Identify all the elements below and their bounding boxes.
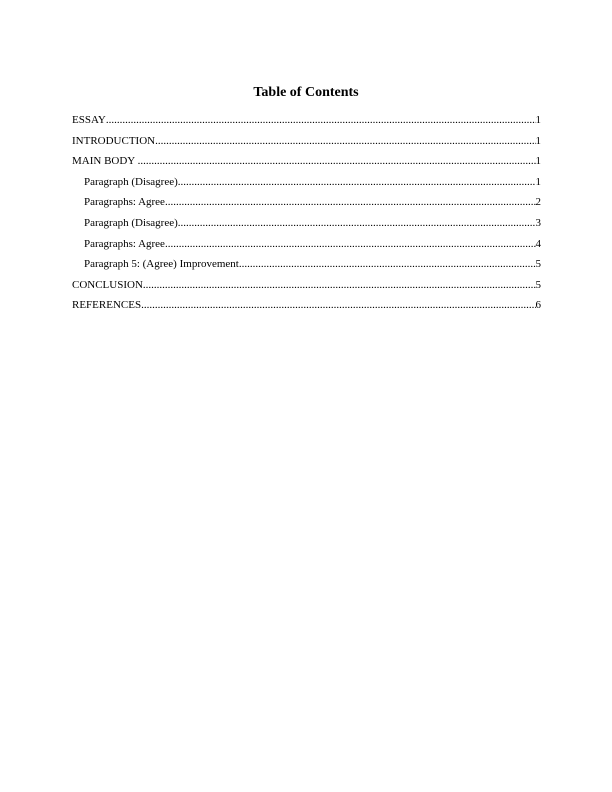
toc-entry-page-number: 4 (535, 237, 541, 250)
dot-leader (143, 279, 536, 292)
dot-leader (178, 176, 536, 189)
toc-entry-page-number: 5 (535, 258, 541, 271)
dot-leader (141, 299, 535, 312)
toc-entry-page-number: 1 (535, 134, 541, 147)
dot-leader (138, 155, 536, 168)
toc-entry-paragraph-disagree-2[interactable] (72, 217, 541, 238)
toc-entry-page-number: 1 (535, 155, 541, 168)
toc-entry-page-number: 2 (535, 196, 541, 209)
toc-list (72, 114, 541, 320)
toc-entry-paragraph-5-improvement[interactable] (72, 258, 541, 279)
toc-entry-conclusion[interactable] (72, 279, 541, 300)
toc-entry-label: CONCLUSION (72, 278, 143, 291)
dot-leader (178, 217, 536, 230)
toc-entry-page-number: 1 (535, 114, 541, 126)
toc-entry-references[interactable] (72, 299, 541, 320)
toc-entry-label: MAIN BODY (72, 155, 138, 168)
toc-title: Table of Contents (253, 85, 359, 100)
toc-entry-paragraphs-agree-2[interactable] (72, 238, 541, 259)
toc-entry-label: INTRODUCTION (72, 134, 156, 147)
toc-entry-page-number: 5 (535, 278, 541, 291)
toc-entry-label: Paragraph (Disagree) (84, 216, 178, 229)
toc-entry-page-number: 3 (535, 216, 541, 229)
toc-entry-paragraphs-agree-1[interactable] (72, 196, 541, 217)
dot-leader (165, 238, 536, 251)
toc-entry-page-number: 1 (535, 175, 541, 188)
toc-entry-label: Paragraphs: Agree (84, 237, 165, 250)
toc-entry-label: Paragraphs: Agree (84, 196, 165, 209)
dot-leader (165, 196, 536, 209)
toc-entry-main-body[interactable] (72, 155, 541, 176)
toc-entry-page-number: 6 (535, 299, 541, 312)
toc-entry-introduction[interactable] (72, 135, 541, 156)
toc-entry-label: Paragraph 5: (Agree) Improvement (84, 258, 239, 271)
toc-entry-paragraph-disagree-1[interactable] (72, 176, 541, 197)
toc-entry-label: ESSAY (72, 114, 106, 126)
toc-entry-label: REFERENCES (72, 299, 142, 312)
dot-leader (155, 135, 535, 148)
dot-leader (106, 114, 536, 127)
toc-entry-label: Paragraph (Disagree) (84, 175, 178, 188)
toc-entry-essay[interactable] (72, 114, 541, 135)
dot-leader (239, 258, 536, 271)
